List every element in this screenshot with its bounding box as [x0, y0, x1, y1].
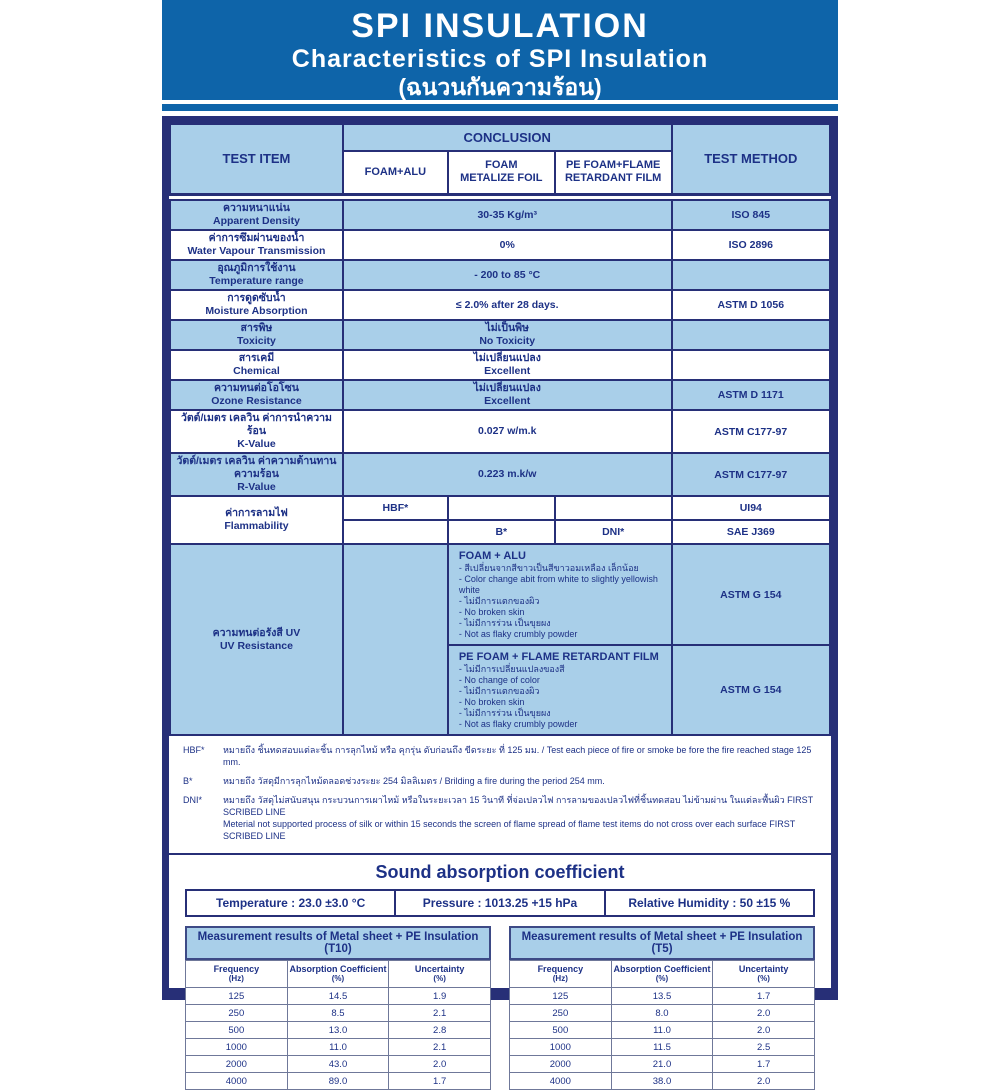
footnote-dni: DNI* หมายถึง วัสดุไม่สนับสนุน กระบวนการเผาไหม้ หรือในระยะเวลา 15 วินาที ที่จ่อเปลวไฟ การลามของเปลวไฟที่ชิ้นทดสอบ ไม่ข้ามผ่าน ในแต่ละพื้นผิว FIRST SCRIBED LINE Meterial not supported process of silk or within 15 seconds the screen of flame spread of flame test items do not cross over each surface FIRST SCRIBED LINE [183, 795, 813, 841]
method-cell: ASTM D 1056 [672, 290, 830, 320]
row-ozone-resistance: ความทนต่อโอโซน Ozone Resistance ไม่เปลี่ยนแปลง Excellent ASTM D 1171 [170, 380, 830, 410]
col-header-test-item: TEST ITEM [170, 124, 343, 194]
uv-foam-alu-block: FOAM + ALU - สีเปลี่ยนจากสีขาวเป็นสีขาวอมเหลือง เล็กน้อย - Color change abit from white to slightly yellowish white - ไม่มีการแตกของผิว - No broken skin - ไม่มีการร่วน เป็นขุยผง - Not as flaky crumbly powder [448, 544, 672, 645]
footnote-hbf: HBF* หมายถึง ชิ้นทดสอบแต่ละชิ้น การลุกไหม้ หรือ คุกรุ่น ดับก่อนถึง ขีดระยะ ที่ 125 มม. / Test each piece of fire or smoke be fore the fire reached stage 125 mm. [183, 745, 812, 767]
col-header-foam-metalize [448, 151, 555, 194]
flammability-foam-alu: HBF* [343, 496, 448, 520]
subcol-label: METALIZE FOIL [460, 172, 543, 185]
row-toxicity: สารพิษ Toxicity ไม่เป็นพิษ No Toxicity [170, 320, 830, 350]
t10-col-uncertainty: Uncertainty (%) [389, 961, 491, 988]
measurement-table-t10: Measurement results of Metal sheet + PE Insulation (T10) Frequency (Hz) Absorption Coefficient (%) Uncertainty (%) 125 14.5 1.9 250 8.5 2.1 500 13.0 2.8 1000 11.0 2.1 2000 43.0 2.0 4000 89.0 1.7 [185, 926, 491, 1090]
method-cell [672, 350, 830, 380]
table-row: 1000 11.0 2.1 [186, 1039, 491, 1056]
t10-col-frequency: Frequency (Hz) [186, 961, 288, 988]
sound-section-title: Sound absorption coefficient [375, 862, 625, 882]
document-header [162, 0, 838, 100]
condition-humidity: Relative Humidity : 50 ±15 % [628, 896, 791, 910]
t10-header-row [186, 961, 491, 988]
row-temperature-range: อุณภูมิการใช้งาน Temperature range - 200 to 85 °C [170, 260, 830, 290]
measurement-tables [185, 926, 815, 1090]
method-cell: SAE J369 [672, 520, 830, 544]
row-chemical: สารเคมี Chemical ไม่เปลี่ยนแปลง Excellent [170, 350, 830, 380]
table-row: 500 11.0 2.0 [510, 1022, 815, 1039]
document-content [162, 0, 838, 1087]
main-box [162, 116, 838, 1087]
method-cell: UI94 [672, 496, 830, 520]
method-cell: ISO 845 [672, 200, 830, 230]
table-row: 250 8.0 2.0 [510, 1005, 815, 1022]
method-cell: ASTM D 1171 [672, 380, 830, 410]
col-header-conclusion: CONCLUSION [343, 124, 672, 151]
row-moisture-absorption: การดูดซับน้ำ Moisture Absorption ≤ 2.0% after 28 days. ASTM D 1056 [170, 290, 830, 320]
row-k-value: วัตต์/เมตร เคลวิน ค่าการนำความร้อน K-Value 0.027 w/m.k ASTM C177-97 [170, 410, 830, 453]
value-cell: 30-35 Kg/m³ [343, 200, 672, 230]
page-subtitle: Characteristics of SPI Insulation [291, 45, 709, 73]
header-rule [162, 104, 838, 111]
subcol-label: PE FOAM+FLAME [565, 159, 661, 172]
value-cell: ไม่เป็นพิษ No Toxicity [343, 320, 672, 350]
row-flammability-1: ค่าการลามไฟ Flammability HBF* UI94 [170, 496, 830, 520]
value-cell: 0.027 w/m.k [343, 410, 672, 453]
row-uv-resistance-1: ความทนต่อรังสี UV UV Resistance FOAM + ALU - สีเปลี่ยนจากสีขาวเป็นสีขาวอมเหลือง เล็กน้อย - Color change abit from white to slightly yellowish white - ไม่มีการแตกของผิว - No broken skin - ไม่มีการร่วน เป็นขุยผง - Not as flaky crumbly powder ASTM G 154 [170, 544, 830, 645]
table-row: 500 13.0 2.8 [186, 1022, 491, 1039]
page-subtitle-thai: (ฉนวนกันความร้อน) [398, 74, 602, 100]
section-divider [169, 853, 831, 855]
method-cell: ASTM C177-97 [672, 410, 830, 453]
t5-col-absorption: Absorption Coefficient (%) [611, 961, 713, 988]
value-cell: ≤ 2.0% after 28 days. [343, 290, 672, 320]
condition-temperature: Temperature : 23.0 ±3.0 °C [187, 891, 396, 915]
footnote-b: B* หมายถึง วัสดุมีการลุกไหม้ตลอดช่วงระยะ 254 มิลลิเมตร / Brilding a fire during the period 254 mm. [183, 776, 605, 786]
table-row: 125 13.5 1.7 [510, 988, 815, 1005]
spec-table [169, 123, 831, 736]
col-header-test-method: TEST METHOD [672, 124, 830, 194]
row-r-value: วัตต์/เมตร เคลวิน ค่าความต้านทานความร้อน R-Value 0.223 m.k/w ASTM C177-97 [170, 453, 830, 496]
value-cell: ไม่เปลี่ยนแปลง Excellent [343, 350, 672, 380]
page-title: SPI INSULATION [351, 7, 649, 45]
col-header-pe-foam-flame [555, 151, 672, 194]
method-cell: ASTM G 154 [672, 544, 830, 645]
table-row: 4000 89.0 1.7 [186, 1073, 491, 1090]
table-row: 1000 11.5 2.5 [510, 1039, 815, 1056]
method-cell: ASTM C177-97 [672, 453, 830, 496]
footnotes [169, 736, 831, 853]
row-water-vapour: ค่าการซึมผ่านของน้ำ Water Vapour Transmission 0% ISO 2896 [170, 230, 830, 260]
condition-pressure: Pressure : 1013.25 +15 hPa [396, 891, 605, 915]
table-row: 2000 43.0 2.0 [186, 1056, 491, 1073]
flammability-pe: DNI* [555, 520, 672, 544]
subcol-label: RETARDANT FILM [564, 172, 662, 185]
flammability-metalize: B* [448, 520, 555, 544]
value-cell: 0% [343, 230, 672, 260]
t5-header-row [510, 961, 815, 988]
t5-col-frequency: Frequency (Hz) [510, 961, 612, 988]
table-row: 125 14.5 1.9 [186, 988, 491, 1005]
table-row: 250 8.5 2.1 [186, 1005, 491, 1022]
value-cell: 0.223 m.k/w [343, 453, 672, 496]
conditions-bar [185, 889, 815, 917]
subcol-label: FOAM+ALU [364, 165, 427, 178]
method-cell [672, 320, 830, 350]
measurement-table-t5: Measurement results of Metal sheet + PE Insulation (T5) Frequency (Hz) Absorption Coefficient (%) Uncertainty (%) 125 13.5 1.7 250 8.0 2.0 500 11.0 2.0 1000 11.5 2.5 2000 21.0 1.7 4000 38.0 2.0 [509, 926, 815, 1090]
value-cell: ไม่เปลี่ยนแปลง Excellent [343, 380, 672, 410]
col-header-foam-alu [343, 151, 448, 194]
spec-header-row [170, 124, 830, 151]
method-cell: ASTM G 154 [672, 645, 830, 735]
t10-col-absorption: Absorption Coefficient (%) [287, 961, 389, 988]
method-cell [672, 260, 830, 290]
t5-col-uncertainty: Uncertainty (%) [713, 961, 815, 988]
table-row: 4000 38.0 2.0 [510, 1073, 815, 1090]
uv-pe-foam-block: PE FOAM + FLAME RETARDANT FILM - ไม่มีการเปลี่ยนแปลงของสี - No change of color - ไม่มีการแตกของผิว - No broken skin - ไม่มีการร่วน เป็นขุยผง - Not as flaky crumbly powder [448, 645, 672, 735]
value-cell: - 200 to 85 °C [343, 260, 672, 290]
row-apparent-density: ความหนาแน่น Apparent Density 30-35 Kg/m³ ISO 845 [170, 200, 830, 230]
table-row: 2000 21.0 1.7 [510, 1056, 815, 1073]
subcol-label: FOAM [485, 159, 518, 172]
method-cell: ISO 2896 [672, 230, 830, 260]
